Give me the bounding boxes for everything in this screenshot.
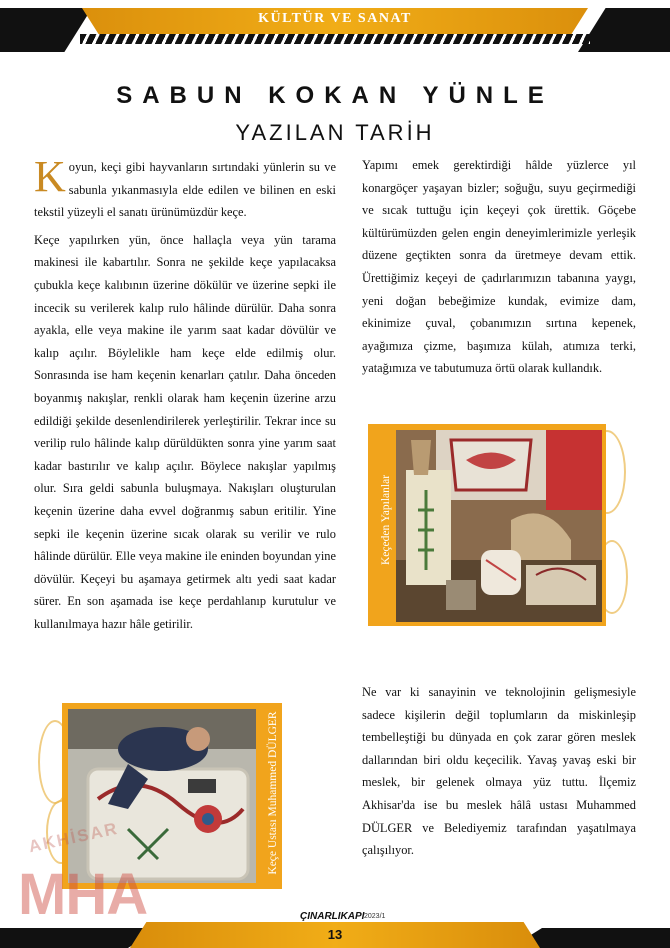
history-paragraph: Yapımı emek gerektirdiği hâlde yüzlerce yıl konargöçer yaşayan bizler; soğuğu, suyu geçirmediği ve sıcak tuttuğu için keçeyi çok ürettik. Göçebe kültürümüzden gelen engin deneyimlerimizle yerleşik düzene geçtikten sonra da üretmeye devam ettik. Ürettiğimiz keçeyi de çadırlarımızın tabanına yaygı, yeni doğan bebeğimize kundak, evimize dam, ekinimize çuval, çobanımızın sırtına kepenek, ayağımıza çizme, başımıza külah, atımıza terki, yatağımıza ve tabutumuza örtü olarak kullandık.	[362, 158, 636, 376]
header-stripes	[80, 34, 590, 44]
master-craftsman-photo	[68, 709, 256, 883]
master-craftsman-caption: Keçe Ustası Muhammed DÜLGER	[267, 711, 279, 875]
left-column	[34, 152, 336, 640]
dropcap-letter: K	[34, 152, 66, 201]
magazine-brand: ÇINARLIKAPI	[300, 911, 365, 922]
section-title: KÜLTÜR VE SANAT	[258, 11, 412, 26]
right-column-top	[362, 154, 636, 385]
felt-products-image	[396, 430, 602, 622]
section-header	[0, 0, 670, 52]
issue-number: 2023/1	[364, 913, 386, 920]
watermark-arc-text: AKHİSAR	[26, 818, 121, 857]
intro-text: oyun, keçi gibi hayvanların sırtındaki yünlerin su ve sabunla yıkanmasıyla elde edilen ve bilinen en eski tekstil yüzeyli el sanatı ürünümüzdür keçe.	[34, 160, 336, 220]
felt-products-caption: Keçeden Yapılanlar	[380, 474, 392, 566]
watermark-logo: MHA	[18, 862, 148, 927]
process-paragraph: Keçe yapılırken yün, önce hallaçla veya yün tarama makinesi ile kabartılır. Sonra ne şekilde keçe yapılacaksa çubukla keçe kalıbının üzerine dökülür ve üzerine sepki ile incecik su verilerek kalıp rulo hâlinde dürülür. Daha sonra ayakla, elle veya makine ile yarım saat kadar dövülür ve kalıp açılır. Böylelikle ham keçe elde edilmiş olur. Sonrasında ise ham keçenin kenarları çatılır. Daha önceden boyanmış nakışlar, renkli olarak ham keçenin üzerine arzu edildiği şekilde desenlendirilerek yerleştirilir. Tekrar ince su verilip rulo hâlinde kalıp dürüldükten sonra yine yarım saat kadar bastırılır ve kalıp açılır. Böylece nakışlar yapılmış olur. Sıra geldi sabunla buluşmaya. Nakışları oluşturulan keçenin üzerine daha evvel doğranmış sabun eritilir. Yine sepki ile keçenin üzerine sıcak olarak su verilir ve rulo hâlinde dürülür. Elle veya makine ile eninden boyundan yine dövülür. Keçeyi bu aşamaya getirmek altı yedi saat kadar sürer. En son aşamada ise keçe perdahlanıp kurutulur ve kullanılmaya hazır hâle getirilir.	[34, 232, 336, 631]
page-number: 13	[327, 927, 343, 942]
article-title-line2: YAZILAN TARİH	[235, 120, 435, 145]
felt-products-photo	[396, 430, 602, 622]
master-craftsman-image	[68, 709, 256, 883]
intro-paragraph	[34, 152, 336, 224]
right-column-bottom	[362, 681, 636, 867]
article-title-line1: SABUN KOKAN YÜNLE	[116, 82, 554, 109]
closing-paragraph: Ne var ki sanayinin ve teknolojinin gelişmesiyle sadece kişilerin değil toplumların da miskinleşip tembelleştiği bu dünyada en çok zarar gören meslek dallarından biri oldu keçecilik. Yavaş yavaş eski bir meslek, bir gelenek olmaya yüz tuttu. İlçemiz Akhisar'da ise bu meslek hâlâ ustası Muhammed DÜLGER ve Belediyemiz tarafından yaşatılmaya çalışılıyor.	[362, 685, 636, 858]
